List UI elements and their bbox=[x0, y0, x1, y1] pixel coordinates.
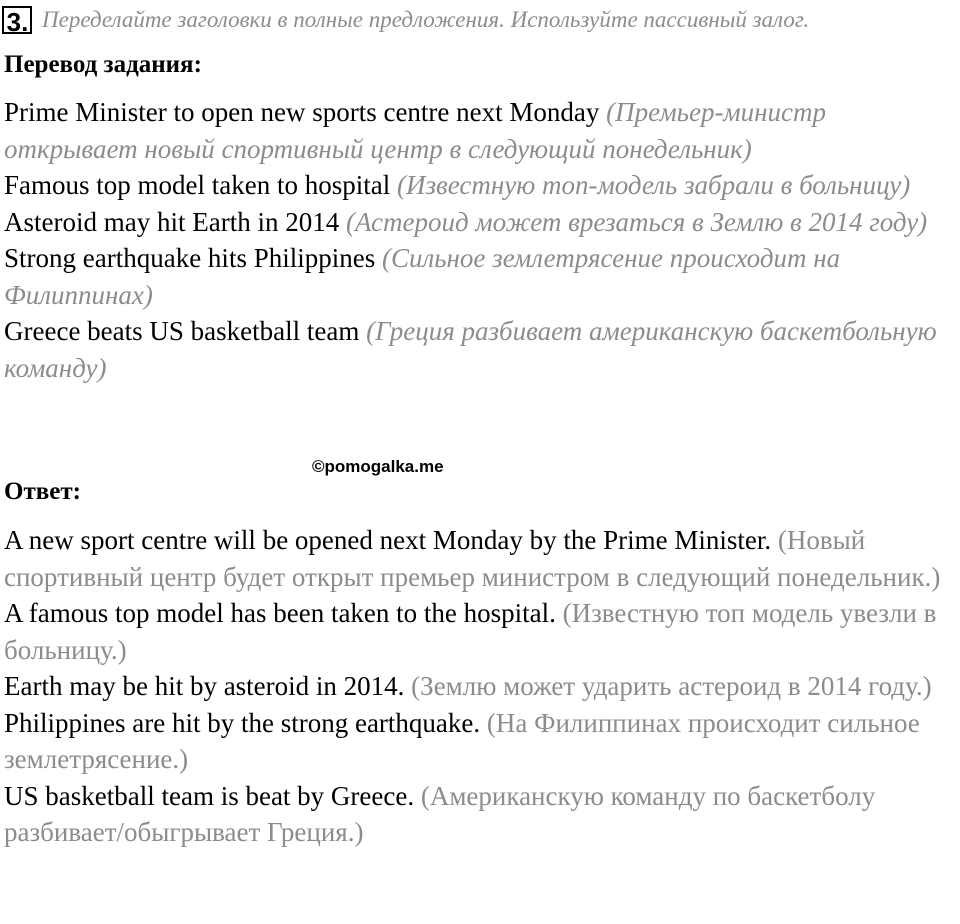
task-number-box: 3. bbox=[2, 6, 32, 34]
answer-item bbox=[4, 522, 954, 595]
answer-en: A famous top model has been taken to the hospital. bbox=[4, 598, 556, 628]
headline-en: Asteroid may hit Earth in 2014 bbox=[4, 206, 340, 237]
translation-item bbox=[4, 204, 954, 241]
answer-en: Philippines are hit by the strong earthquake. bbox=[4, 707, 481, 738]
answer-item bbox=[4, 668, 954, 705]
answer-ru: (Американскую команду по баскетболу разбивает/обыгрывает Греция.) bbox=[4, 780, 876, 847]
answer-en: A new sport centre will be opened next Monday by the Prime Minister. bbox=[4, 525, 772, 555]
headline-en: Famous top model taken to hospital bbox=[4, 170, 391, 200]
watermark-text: ©pomogalka.me bbox=[312, 457, 444, 476]
translation-item bbox=[4, 167, 954, 204]
headline-en: Greece beats US basketball team bbox=[4, 316, 360, 346]
translation-list bbox=[4, 94, 954, 386]
answer-en: US basketball team is beat by Greece. bbox=[4, 780, 415, 811]
headline-ru: (Астероид может врезаться в Землю в 2014 году) bbox=[345, 206, 928, 237]
task-header bbox=[2, 4, 809, 36]
answer-ru: (Землю может ударить астероид в 2014 году.) bbox=[411, 671, 932, 701]
translation-item bbox=[4, 94, 954, 167]
translation-item bbox=[4, 240, 954, 313]
headline-ru: (Сильное землетрясение происходит на Филиппинах) bbox=[4, 243, 841, 310]
headline-en: Prime Minister to open new sports centre next Monday bbox=[4, 97, 600, 127]
answer-ru: (Известную топ модель увезли в больницу.) bbox=[4, 598, 937, 665]
answer-item bbox=[4, 778, 954, 851]
answer-ru: (Новый спортивный центр будет открыт премьер министром в следующий понедельник.) bbox=[4, 525, 941, 592]
headline-ru: (Известную топ-модель забрали в больницу) bbox=[396, 170, 911, 200]
headline-en: Strong earthquake hits Philippines bbox=[4, 243, 376, 273]
answer-ru: (На Филиппинах происходит сильное землетрясение.) bbox=[4, 707, 920, 774]
headline-ru: (Греция разбивает американскую баскетбольную команду) bbox=[4, 316, 937, 383]
task-instruction: Переделайте заголовки в полные предложения. Используйте пассивный залог. bbox=[42, 7, 810, 32]
translation-heading: Перевод задания: bbox=[4, 51, 202, 78]
answer-list bbox=[4, 522, 954, 851]
headline-ru: (Премьер-министр открывает новый спортивный центр в следующий понедельник) bbox=[4, 97, 827, 164]
answer-en: Earth may be hit by asteroid in 2014. bbox=[4, 671, 405, 701]
answer-heading: Ответ: bbox=[4, 478, 81, 505]
answer-item bbox=[4, 595, 954, 668]
translation-item bbox=[4, 313, 954, 386]
answer-item bbox=[4, 705, 954, 778]
